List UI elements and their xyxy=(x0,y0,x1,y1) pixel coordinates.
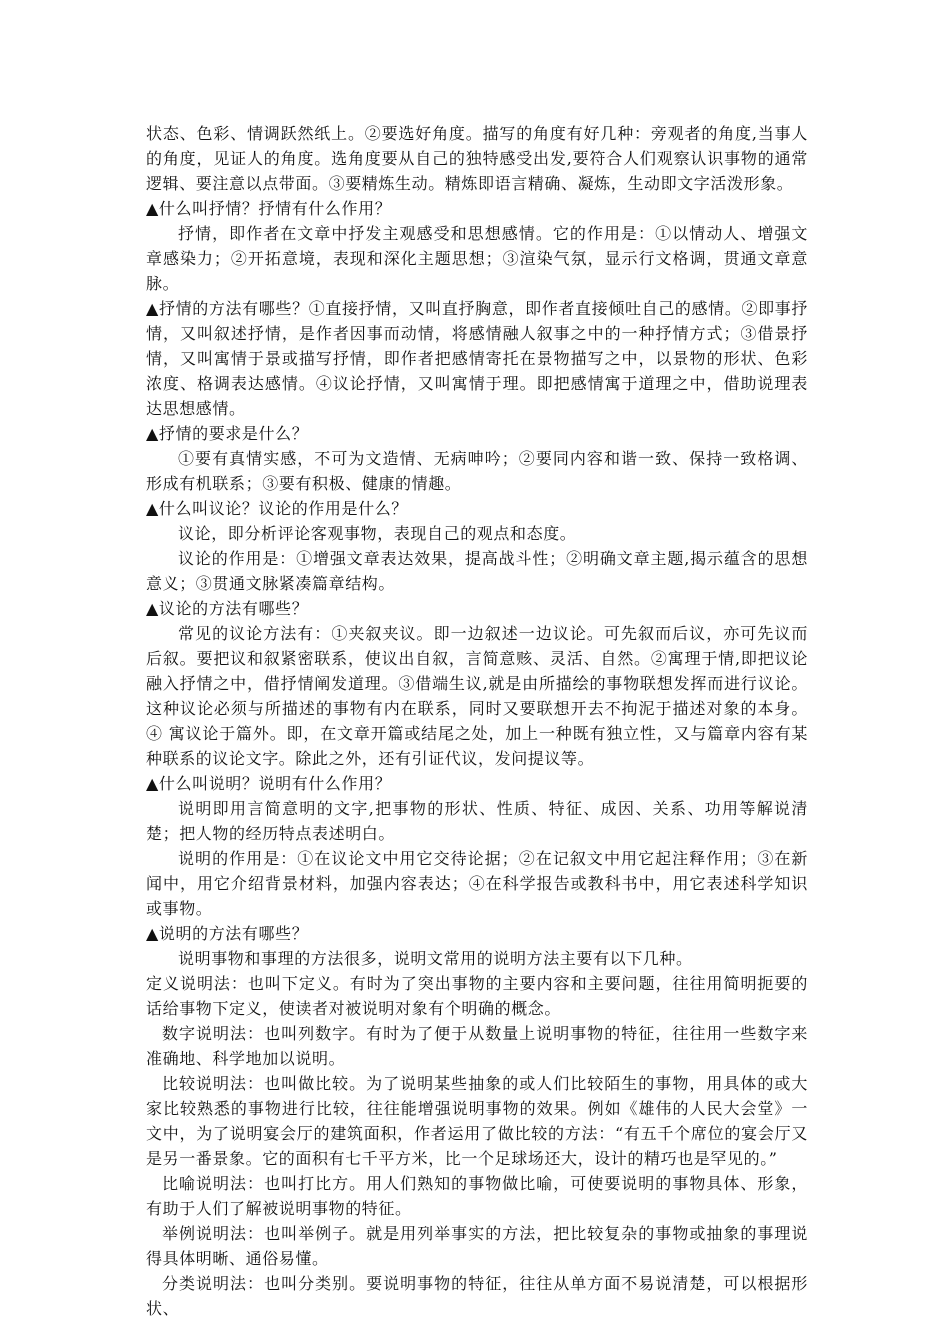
paragraph: 常见的议论方法有：①夹叙夹议。即一边叙述一边议论。可先叙而后议，亦可先议而后叙。要把议和叙紧密联系，使议出自叙，言简意赅、灵活、自然。②寓理于情,即把议论融入抒情之中，借抒情阐发道理。③借端生议,就是由所描绘的事物联想发挥而进行议论。这种议论必须与所描述的事物有内在联系，同时又要联想开去不拘泥于描述对象的本身。 ④ 寓议论于篇外。即，在文章开篇或结尾之处，加上一种既有独立性，又与篇章内容有某种联系的议论文字。除此之外，还有引证代议，发问提议等。 xyxy=(146,624,808,768)
paragraph: 抒情，即作者在文章中抒发主观感受和思想感情。它的作用是：①以情动人、增强文章感染力；②开拓意境，表现和深化主题思想；③渲染气氛，显示行文格调，贯通文章意脉。 xyxy=(146,224,808,293)
paragraph: 状态、色彩、情调跃然纸上。②要选好角度。描写的角度有好几种：旁观者的角度,当事人的角度，见证人的角度。选角度要从自己的独特感受出发,要符合人们观察认识事物的通常逻辑、要注意以点带面。③要精炼生动。精炼即语言精确、凝炼，生动即文字活泼形象。 xyxy=(146,124,808,193)
paragraph: 说明事物和事理的方法很多，说明文常用的说明方法主要有以下几种。 xyxy=(178,949,693,968)
question-heading: ▲抒情的方法有哪些？①直接抒情，又叫直抒胸意，即作者直接倾吐自己的感情。②即事抒情，又叫叙述抒情，是作者因事而动情，将感情融人叙事之中的一种抒情方式；③借景抒情，又叫寓情于景或描写抒情，即作者把感情寄托在景物描写之中，以景物的形状、色彩浓度、格调表达感情。④议论抒情，又叫寓情于理。即把感情寓于道理之中，借助说理表达思想感情。 xyxy=(146,299,808,418)
paragraph: 比喻说明法：也叫打比方。用人们熟知的事物做比喻，可使要说明的事物具体、形象，有助于人们了解被说明事物的特征。 xyxy=(146,1174,808,1218)
question-heading: ▲说明的方法有哪些？ xyxy=(146,924,309,943)
paragraph: 举例说明法：也叫举例子。就是用列举事实的方法，把比较复杂的事物或抽象的事理说得具体明晰、通俗易懂。 xyxy=(146,1224,808,1268)
question-heading: ▲什么叫抒情？抒情有什么作用？ xyxy=(146,199,392,218)
paragraph: 分类说明法：也叫分类别。要说明事物的特征，往往从单方面不易说清楚，可以根据形状、 xyxy=(146,1274,808,1318)
document-body xyxy=(146,121,808,1321)
paragraph: ①要有真情实感，不可为文造情、无病呻吟；②要同内容和谐一致、保持一致格调、形成有机联系；③要有积极、健康的情趣。 xyxy=(146,449,808,493)
question-heading: ▲抒情的要求是什么？ xyxy=(146,424,309,443)
paragraph: 议论，即分析评论客观事物，表现自己的观点和态度。 xyxy=(178,524,577,543)
paragraph: 定义说明法：也叫下定义。有时为了突出事物的主要内容和主要问题，往往用简明扼要的话给事物下定义，使读者对被说明对象有个明确的概念。 xyxy=(146,974,808,1018)
question-heading: ▲议论的方法有哪些？ xyxy=(146,599,309,618)
paragraph: 说明的作用是：①在议论文中用它交待论据；②在记叙文中用它起注释作用；③在新闻中，用它介绍背景材料，加强内容表达；④在科学报告或教科书中，用它表述科学知识或事物。 xyxy=(146,849,808,918)
paragraph: 数字说明法：也叫列数字。有时为了便于从数量上说明事物的特征，往往用一些数字来准确地、科学地加以说明。 xyxy=(146,1024,808,1068)
question-heading: ▲什么叫说明？说明有什么作用？ xyxy=(146,774,392,793)
paragraph: 比较说明法：也叫做比较。为了说明某些抽象的或人们比较陌生的事物，用具体的或大家比较熟悉的事物进行比较，往往能增强说明事物的效果。例如《雄伟的人民大会堂》一文中，为了说明宴会厅的建筑面积，作者运用了做比较的方法：“有五千个席位的宴会厅又是另一番景象。它的面积有七千平方米，比一个足球场还大，设计的精巧也是罕见的。” xyxy=(146,1074,808,1168)
paragraph: 议论的作用是：①增强文章表达效果，提高战斗性；②明确文章主题,揭示蕴含的思想意义；③贯通文脉紧凑篇章结构。 xyxy=(146,549,808,593)
question-heading: ▲什么叫议论？议论的作用是什么？ xyxy=(146,499,408,518)
paragraph: 说明即用言简意明的文字,把事物的形状、性质、特征、成因、关系、功用等解说清楚；把人物的经历特点表述明白。 xyxy=(146,799,808,843)
